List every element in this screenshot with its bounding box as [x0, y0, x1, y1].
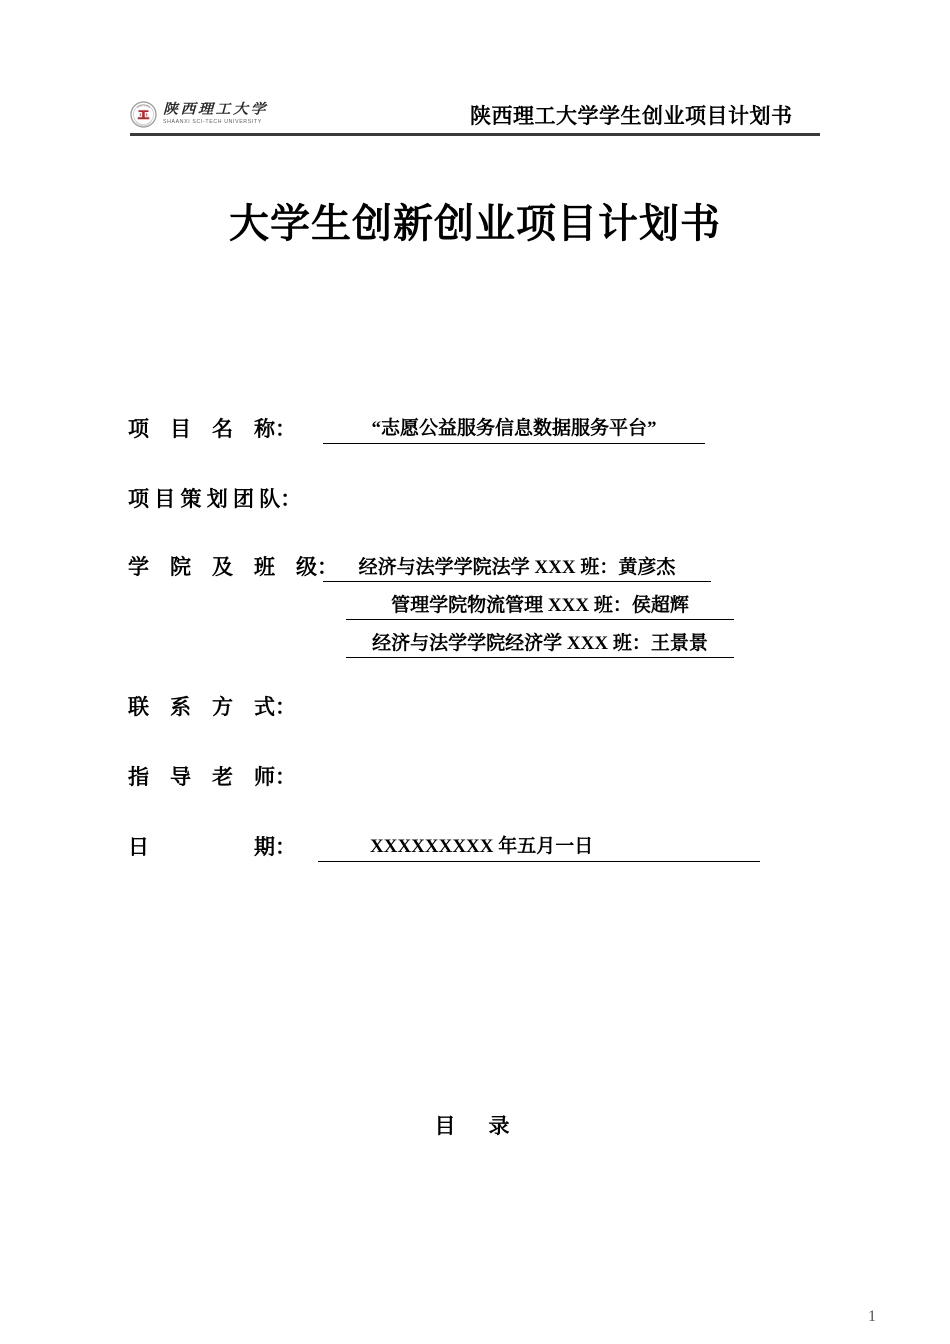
field-underline-college-class-2	[346, 588, 734, 620]
field-advisor	[128, 758, 828, 792]
toc-heading: 目 录	[434, 1114, 516, 1138]
field-label-project-team: 项 目 策 划 团 队：	[128, 487, 302, 511]
field-college-class	[128, 550, 828, 658]
field-value-project-name: “志愿公益服务信息数据服务平台”	[371, 417, 657, 439]
field-value-date: XXXXXXXXX 年五月一日	[370, 835, 594, 857]
field-contact	[128, 688, 828, 722]
field-underline-college-class-1	[323, 550, 711, 582]
field-label-contact: 联 系 方 式：	[128, 695, 296, 719]
field-label-project-name: 项 目 名 称：	[128, 417, 296, 441]
header-divider	[130, 133, 820, 136]
field-value-college-class-3: 经济与法学学院经济学 XXX 班：王景景	[372, 633, 708, 654]
field-label-college-class: 学 院 及 班 级：	[128, 555, 338, 579]
field-underline-date	[318, 832, 760, 862]
field-underline-project-name	[323, 414, 705, 444]
cover-fields	[128, 410, 828, 898]
logo-wordmark-en: SHAANXI SCI-TECH UNIVERSITY	[163, 119, 262, 126]
page-header	[130, 92, 820, 134]
university-logo	[130, 101, 268, 128]
university-seal-icon	[130, 101, 157, 128]
field-underline-college-class-3	[346, 626, 734, 658]
header-title: 陕西理工大学学生创业项目计划书	[470, 104, 793, 128]
field-project-team	[128, 480, 828, 514]
field-label-date: 日 期：	[128, 835, 296, 859]
field-label-advisor: 指 导 老 师：	[128, 765, 296, 789]
field-date	[128, 828, 828, 862]
field-project-name	[128, 410, 828, 444]
page-number: 1	[868, 1308, 876, 1325]
page-title: 大学生创新创业项目计划书	[229, 201, 721, 246]
field-value-college-class-2: 管理学院物流管理 XXX 班：侯超辉	[391, 595, 689, 616]
logo-wordmark-cn: 陕西理工大学	[163, 103, 269, 118]
field-value-college-class-1: 经济与法学学院法学 XXX 班：黄彦杰	[358, 557, 676, 578]
